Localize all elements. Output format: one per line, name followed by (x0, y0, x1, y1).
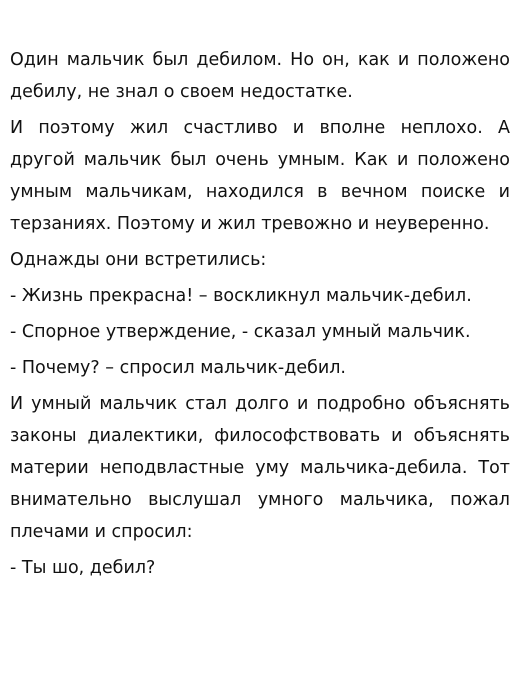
dialogue-line-2: - Спорное утверждение, - сказал умный мальчик. (10, 322, 471, 342)
paragraph-3: Однажды они встретились: (10, 250, 267, 270)
dialogue-line-1: - Жизнь прекрасна! – воскликнул мальчик-дебил. (10, 286, 472, 306)
dialogue-line-4: - Ты шо, дебил? (10, 558, 156, 578)
story-text (10, 44, 510, 588)
paragraph-4: И умный мальчик стал долго и подробно объяснять законы диалектики, философствовать и объяснять материи неподвластные уму мальчика-дебила. Тот внимательно выслушал умного мальчика, пожал плечами и спросил: (10, 394, 510, 542)
dialogue-line-3: - Почему? – спросил мальчик-дебил. (10, 358, 346, 378)
paragraph-1: Один мальчик был дебилом. Но он, как и положено дебилу, не знал о своем недостатке. (10, 50, 510, 102)
paragraph-2: И поэтому жил счастливо и вполне неплохо. А другой мальчик был очень умным. Как и положено умным мальчикам, находился в вечном поиске и терзаниях. Поэтому и жил тревожно и неуверенно. (10, 118, 510, 234)
